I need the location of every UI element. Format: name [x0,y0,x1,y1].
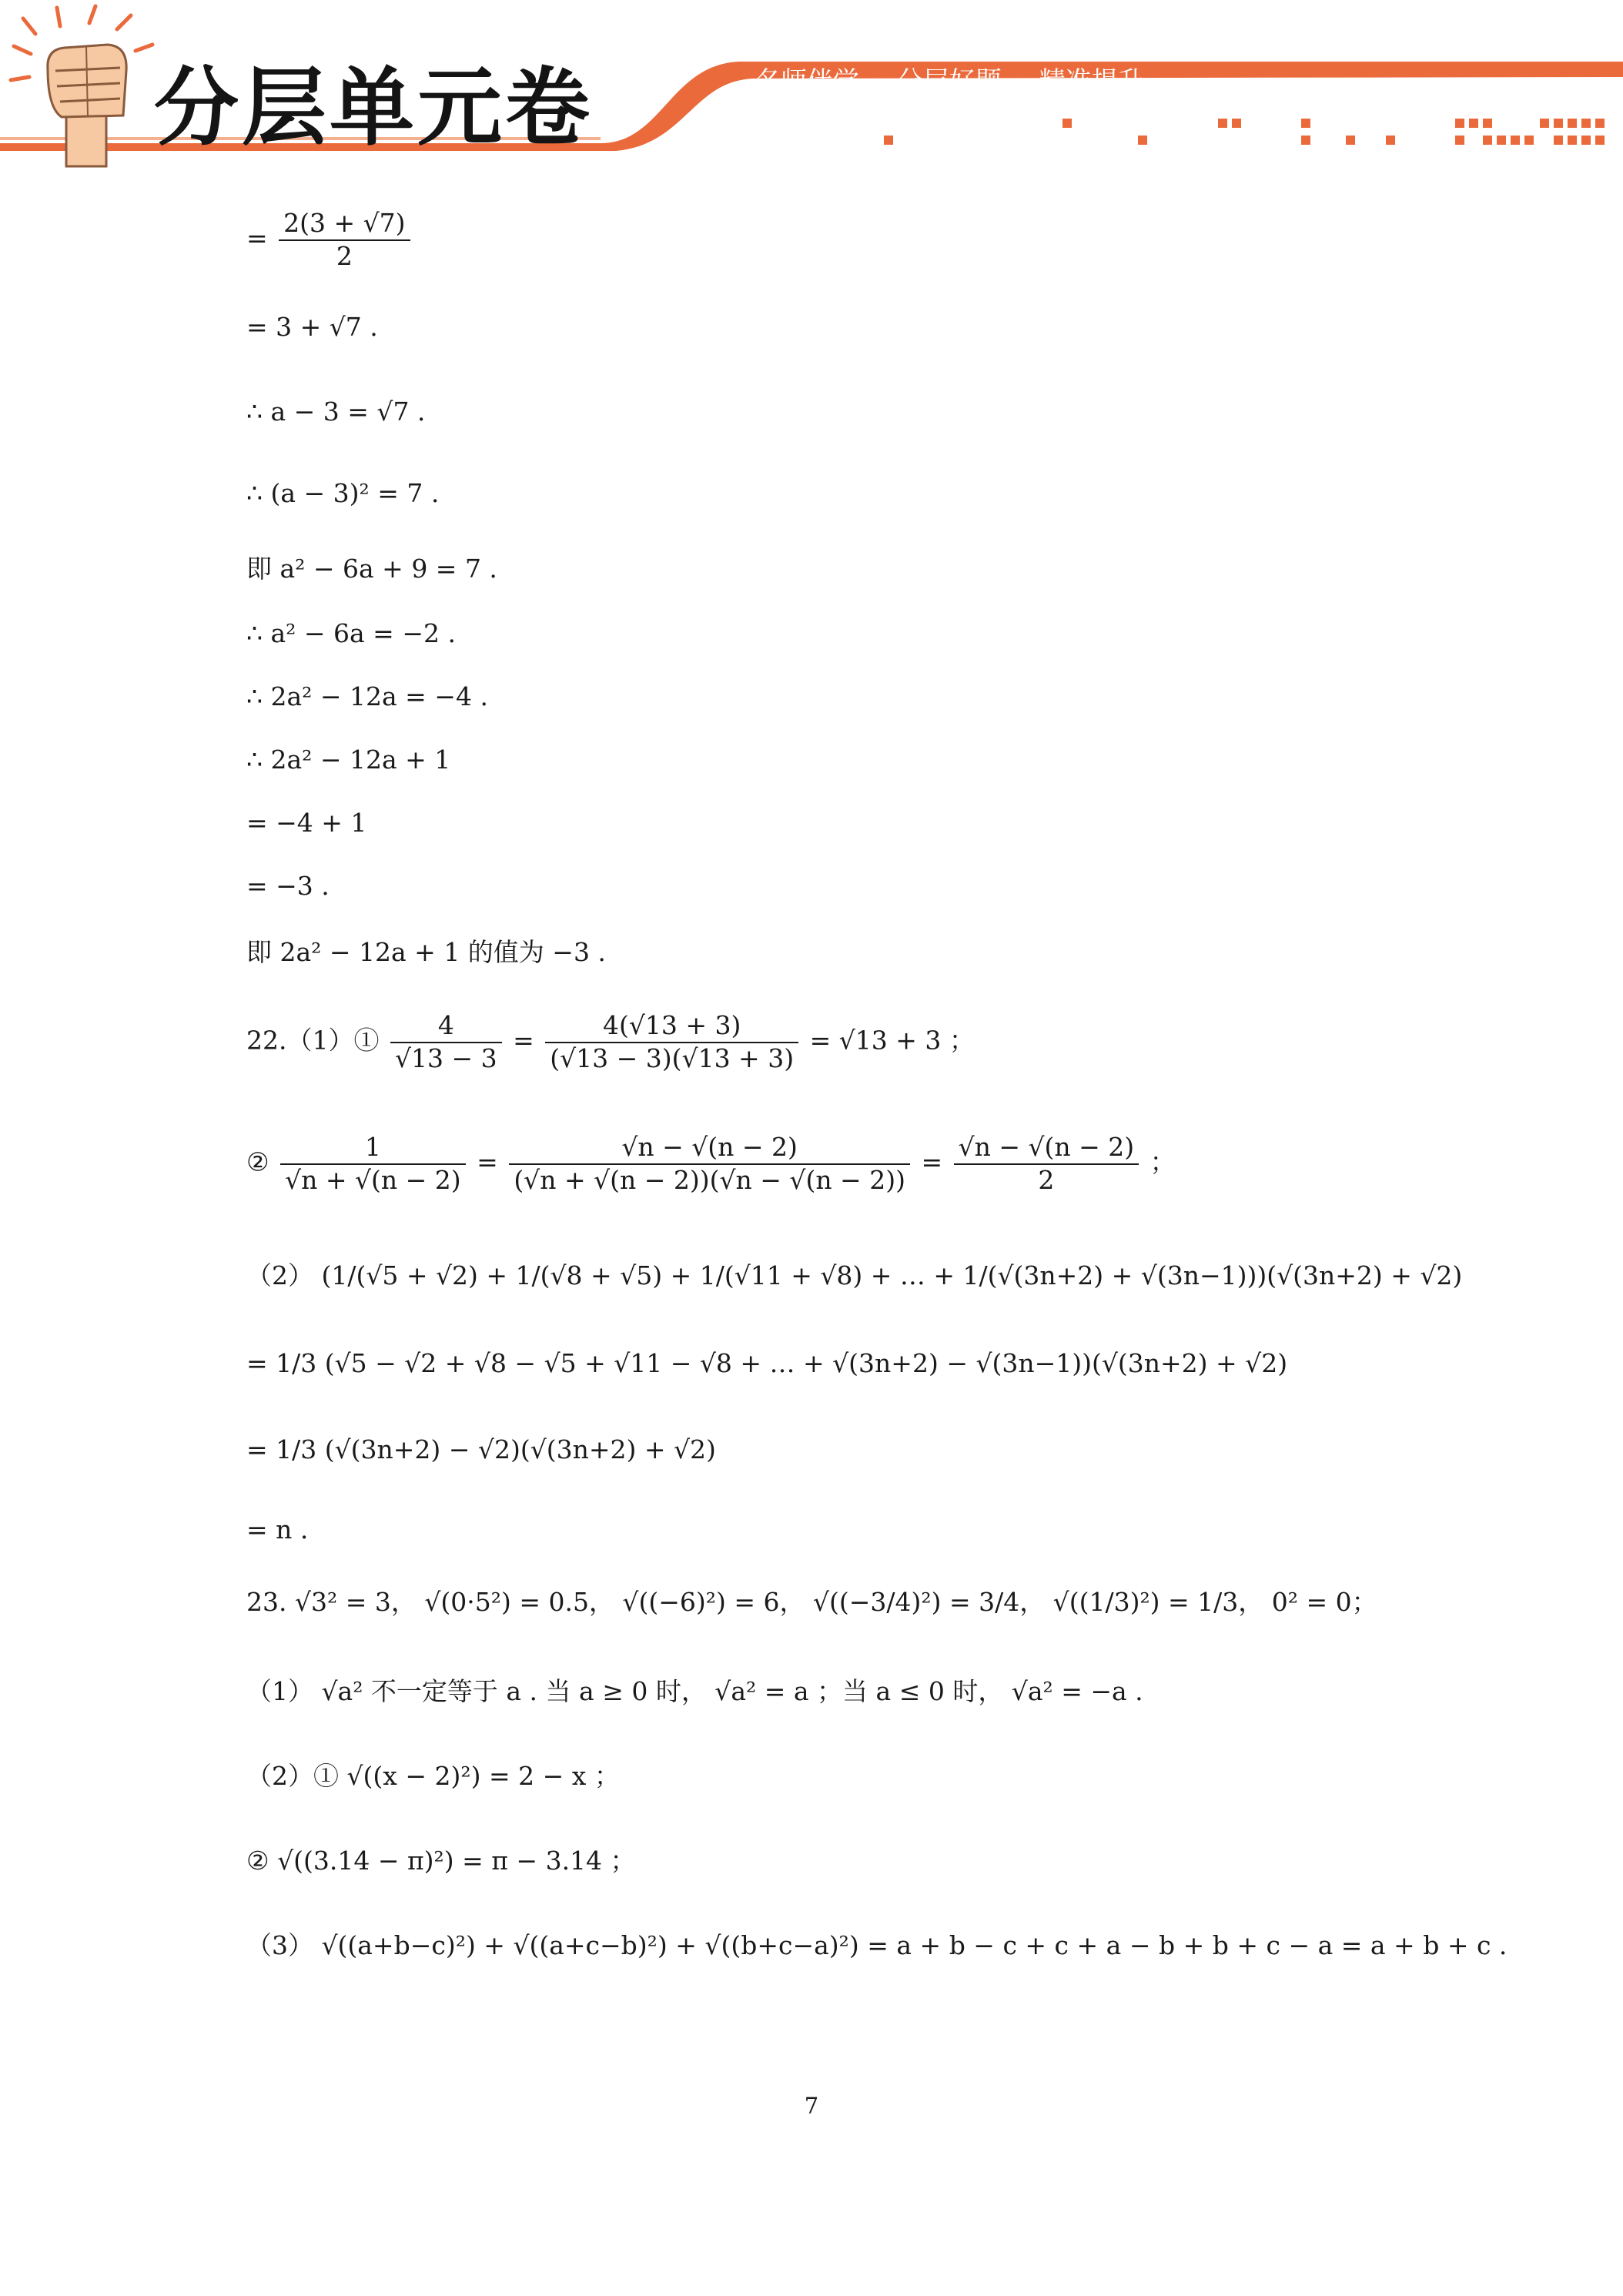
fraction [280,1132,466,1196]
fraction [390,1010,502,1074]
math-line: ∴ (a − 3)² = 7 . [246,478,440,508]
question-23-part2-b: ② √((3.14 − π)²) = π − 3.14 ； [246,1846,636,1876]
question-22-part2-line3: = 1/3 (√(3n+2) − √2)(√(3n+2) + √2) [246,1434,716,1464]
math-line: 即 a² − 6a + 9 = 7 . [246,554,497,584]
question-label: （2） [246,1260,313,1290]
fraction-denominator: (√n + √(n − 2))(√n − √(n − 2)) [514,1164,905,1195]
fraction-denominator: 2 [1038,1164,1055,1195]
math-line: = 3 + √7 . [246,312,378,342]
fraction-denominator: √n + √(n − 2) [285,1164,461,1195]
question-22-part2-line1 [246,1260,1463,1290]
fraction-numerator: √n − √(n − 2) [509,1132,910,1165]
question-22-part1-b: ② $\frac{1}{√n + √(n - 2)}$ = $\frac{√n - √(n - 2)}{(√n + √(n - 2))(√n - √(n - 2))}$ = $\frac{√n - √(n - 2)}{2}$ ； [246,1132,1176,1195]
fraction-denominator: (√13 − 3)(√13 + 3) [550,1043,795,1073]
fraction [509,1132,910,1196]
question-22-part1-a: 22.（1）① $\frac{4}{√13 - 3}$ = $\frac{4(√13 + 3)}{(√13 - 3)(√13 + 3)}$ = √13 + 3 ； [246,1010,975,1073]
page-number: 7 [804,2093,819,2119]
fraction-numerator: 4 [390,1010,502,1043]
fraction [954,1132,1139,1196]
question-23-line: 23. √3² = 3， √(0·5²) = 0.5， √((−6)²) = 6， √((−3/4)²) = 3/4， √((1/3)²) = 1/3， 0² = 0； [246,1587,1377,1617]
decorative-squares [884,119,1605,145]
fraction-denominator: 2 [336,240,353,271]
math-line: = −4 + 1 [246,808,367,838]
math-line: ∴ a − 3 = √7 . [246,397,426,427]
fraction-numerator: 2(3 + √7) [279,208,410,241]
page-header [0,0,1623,177]
fraction-denominator: √13 − 3 [394,1043,497,1073]
math-line: ∴ a² − 6a = −2 . [246,618,456,648]
slogan-item: 精准提升 [1039,66,1144,97]
slogan-item: 名师伴学 [755,66,859,97]
math-expression: (1/(√5 + √2) + 1/(√8 + √5) + 1/(√11 + √8) + … + 1/(√(3n+2) + √(3n−1)))(√(3n+2) + √2) [321,1260,1463,1290]
question-label: ② [246,1146,269,1177]
question-22-part2-line2: = 1/3 (√5 − √2 + √8 − √5 + √11 − √8 + … + √(3n+2) − √(3n−1))(√(3n+2) + √2) [246,1348,1288,1378]
result-text: = √13 + 3 ； [809,1025,975,1056]
fraction [279,208,410,272]
fraction-numerator: 4(√13 + 3) [545,1010,798,1043]
question-23-part2-a: （2）① √((x − 2)²) = 2 − x ； [246,1761,620,1791]
slogan-item: 分层好题 [896,66,1002,97]
fraction [545,1010,798,1074]
fraction-numerator: 1 [280,1132,466,1165]
question-23-part3: （3） √((a+b−c)²) + √((a+c−b)²) + √((b+c−a)²) = a + b − c + c + a − b + b + c − a = a + b + c . [246,1930,1508,1960]
question-23-part1: （1） √a² 不一定等于 a . 当 a ≥ 0 时， √a² = a ；当 a ≤ 0 时， √a² = −a . [246,1676,1143,1706]
fist-icon [11,6,152,166]
math-line: = $\frac{2(3 + √7)}{2}$ [246,208,413,272]
fraction-numerator: √n − √(n − 2) [954,1132,1139,1165]
math-line: ∴ 2a² − 12a + 1 [246,745,451,775]
math-line: = −3 . [246,871,330,901]
math-line: 即 2a² − 12a + 1 的值为 −3 . [246,937,606,967]
question-label: 22.（1）① [246,1025,380,1056]
math-line: ∴ 2a² − 12a = −4 . [246,681,488,711]
header-slogan [755,60,1524,98]
question-22-part2-line4: = n . [246,1514,309,1545]
page-title: 分层单元卷 [154,59,593,157]
